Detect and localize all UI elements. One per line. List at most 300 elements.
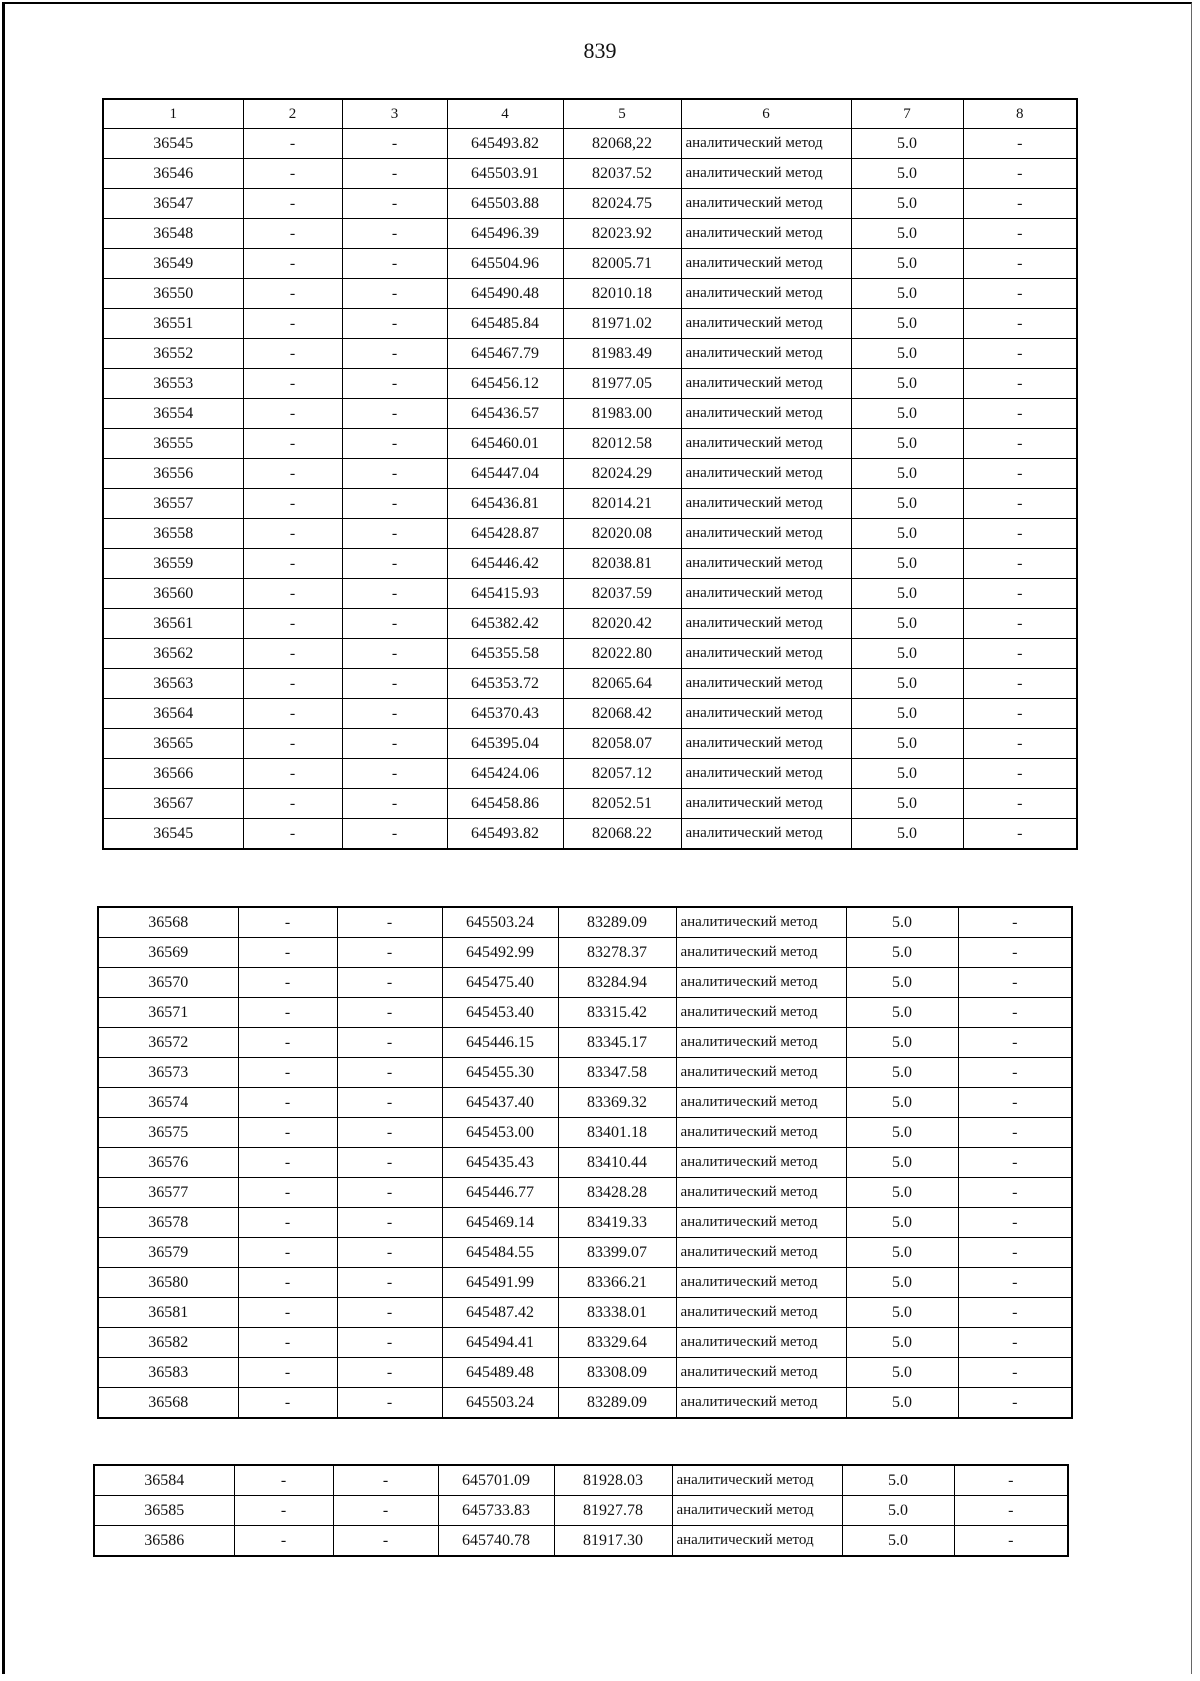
table-cell: 83289.09 bbox=[558, 1388, 676, 1419]
table-cell: - bbox=[337, 998, 442, 1028]
table-cell: 5.0 bbox=[851, 819, 963, 850]
table-cell: 36584 bbox=[94, 1465, 234, 1496]
table-cell: 645701.09 bbox=[438, 1465, 554, 1496]
table-cell: аналитический метод bbox=[676, 1268, 846, 1298]
table-cell: 5.0 bbox=[851, 339, 963, 369]
table-cell: - bbox=[243, 609, 342, 639]
table-cell: - bbox=[337, 1088, 442, 1118]
table-cell: 36548 bbox=[103, 219, 243, 249]
table-row bbox=[98, 968, 1072, 998]
table-cell: 5.0 bbox=[846, 1148, 958, 1178]
table-cell: - bbox=[243, 459, 342, 489]
table-cell: 36547 bbox=[103, 189, 243, 219]
table-cell: 645469.14 bbox=[442, 1208, 558, 1238]
table-cell: - bbox=[243, 789, 342, 819]
table-cell: 82024.29 bbox=[563, 459, 681, 489]
table-cell: - bbox=[342, 219, 447, 249]
table-cell: - bbox=[963, 819, 1077, 850]
table-cell: аналитический метод bbox=[681, 639, 851, 669]
table-cell: - bbox=[243, 369, 342, 399]
table-cell: аналитический метод bbox=[676, 1178, 846, 1208]
coordinates-table-1 bbox=[102, 98, 1078, 850]
table-row bbox=[98, 1208, 1072, 1238]
table-cell: 645485.84 bbox=[447, 309, 563, 339]
table-cell: 36545 bbox=[103, 819, 243, 850]
table-cell: 82024.75 bbox=[563, 189, 681, 219]
table-cell: аналитический метод bbox=[681, 759, 851, 789]
table-cell: 36567 bbox=[103, 789, 243, 819]
table-row bbox=[98, 1178, 1072, 1208]
table-cell: - bbox=[963, 249, 1077, 279]
table-cell: 645494.41 bbox=[442, 1328, 558, 1358]
table-cell: 645458.86 bbox=[447, 789, 563, 819]
table-cell: 5.0 bbox=[851, 309, 963, 339]
table-row bbox=[98, 907, 1072, 938]
table-cell: 645493.82 bbox=[447, 129, 563, 159]
table-cell: 645453.40 bbox=[442, 998, 558, 1028]
table-cell: 645436.81 bbox=[447, 489, 563, 519]
table-cell: 36550 bbox=[103, 279, 243, 309]
table-cell: - bbox=[958, 968, 1072, 998]
table-cell: 81983.00 bbox=[563, 399, 681, 429]
table-row bbox=[98, 1028, 1072, 1058]
table-cell: аналитический метод bbox=[672, 1496, 842, 1526]
table-cell: - bbox=[342, 429, 447, 459]
table-cell: - bbox=[337, 907, 442, 938]
table-cell: - bbox=[238, 907, 337, 938]
table-cell: аналитический метод bbox=[681, 699, 851, 729]
table-cell: 645475.40 bbox=[442, 968, 558, 998]
table-cell: аналитический метод bbox=[676, 968, 846, 998]
table-cell: - bbox=[333, 1496, 438, 1526]
table-cell: 36580 bbox=[98, 1268, 238, 1298]
table-cell: 5.0 bbox=[846, 1028, 958, 1058]
table-cell: - bbox=[238, 1328, 337, 1358]
column-header: 6 bbox=[681, 99, 851, 129]
table-cell: аналитический метод bbox=[672, 1526, 842, 1557]
table-cell: 645447.04 bbox=[447, 459, 563, 489]
table-cell: - bbox=[243, 639, 342, 669]
table-cell: 645503.88 bbox=[447, 189, 563, 219]
table-cell: 36566 bbox=[103, 759, 243, 789]
table-row bbox=[103, 819, 1077, 850]
table-row bbox=[94, 1465, 1068, 1496]
table-cell: аналитический метод bbox=[676, 1118, 846, 1148]
table-cell: - bbox=[337, 1268, 442, 1298]
table-row bbox=[98, 1268, 1072, 1298]
table-cell: 36568 bbox=[98, 907, 238, 938]
table-cell: - bbox=[963, 369, 1077, 399]
table-cell: 5.0 bbox=[846, 907, 958, 938]
table-cell: 36562 bbox=[103, 639, 243, 669]
table-cell: 645496.39 bbox=[447, 219, 563, 249]
table-cell: 5.0 bbox=[846, 1328, 958, 1358]
table-cell: 36559 bbox=[103, 549, 243, 579]
table-cell: 645484.55 bbox=[442, 1238, 558, 1268]
table-cell: - bbox=[958, 1148, 1072, 1178]
table-cell: 645490.48 bbox=[447, 279, 563, 309]
table-cell: 83366.21 bbox=[558, 1268, 676, 1298]
table-cell: - bbox=[963, 699, 1077, 729]
table-cell: 645446.77 bbox=[442, 1178, 558, 1208]
table-cell: - bbox=[337, 1358, 442, 1388]
table-cell: 5.0 bbox=[846, 938, 958, 968]
table-cell: 645446.42 bbox=[447, 549, 563, 579]
table-cell: аналитический метод bbox=[676, 1298, 846, 1328]
table-cell: - bbox=[342, 759, 447, 789]
table-cell: 36557 bbox=[103, 489, 243, 519]
table-cell: - bbox=[238, 1388, 337, 1419]
table-cell: 82057.12 bbox=[563, 759, 681, 789]
table-cell: 36571 bbox=[98, 998, 238, 1028]
table-cell: - bbox=[234, 1526, 333, 1557]
table-cell: аналитический метод bbox=[681, 519, 851, 549]
table-cell: - bbox=[963, 339, 1077, 369]
table-cell: - bbox=[954, 1526, 1068, 1557]
table-row bbox=[98, 1388, 1072, 1419]
table-cell: - bbox=[337, 1208, 442, 1238]
table-cell: 5.0 bbox=[851, 579, 963, 609]
table-row bbox=[103, 519, 1077, 549]
table-cell: 83345.17 bbox=[558, 1028, 676, 1058]
table-cell: - bbox=[963, 429, 1077, 459]
table-cell: - bbox=[963, 309, 1077, 339]
table-cell: - bbox=[963, 519, 1077, 549]
table-cell: - bbox=[337, 1238, 442, 1268]
table-cell: 82010.18 bbox=[563, 279, 681, 309]
table-row bbox=[103, 129, 1077, 159]
table-row bbox=[103, 579, 1077, 609]
table-cell: 36545 bbox=[103, 129, 243, 159]
table-cell: - bbox=[243, 819, 342, 850]
table-cell: - bbox=[342, 639, 447, 669]
table-cell: 5.0 bbox=[846, 1238, 958, 1268]
table-cell: 36572 bbox=[98, 1028, 238, 1058]
table-cell: - bbox=[958, 1088, 1072, 1118]
table-cell: 36582 bbox=[98, 1328, 238, 1358]
table-cell: - bbox=[238, 1208, 337, 1238]
table-cell: - bbox=[243, 189, 342, 219]
table-cell: 645503.91 bbox=[447, 159, 563, 189]
table-cell: 5.0 bbox=[851, 519, 963, 549]
table-row bbox=[103, 489, 1077, 519]
table-cell: - bbox=[337, 1298, 442, 1328]
table-row bbox=[98, 938, 1072, 968]
table-cell: - bbox=[337, 1028, 442, 1058]
table-cell: 36573 bbox=[98, 1058, 238, 1088]
table-cell: - bbox=[243, 489, 342, 519]
table-row bbox=[98, 1058, 1072, 1088]
table-cell: аналитический метод bbox=[676, 1358, 846, 1388]
table-cell: 36586 bbox=[94, 1526, 234, 1557]
table-cell: - bbox=[342, 309, 447, 339]
table-cell: - bbox=[342, 129, 447, 159]
table-cell: - bbox=[342, 399, 447, 429]
table-cell: - bbox=[238, 1358, 337, 1388]
table-cell: - bbox=[342, 819, 447, 850]
table-cell: 5.0 bbox=[851, 279, 963, 309]
table-cell: - bbox=[243, 429, 342, 459]
table-cell: - bbox=[342, 369, 447, 399]
table-cell: - bbox=[243, 519, 342, 549]
table-cell: - bbox=[234, 1465, 333, 1496]
table-cell: 82022.80 bbox=[563, 639, 681, 669]
table-cell: - bbox=[958, 1208, 1072, 1238]
table-cell: 645487.42 bbox=[442, 1298, 558, 1328]
table-cell: - bbox=[342, 249, 447, 279]
table-cell: 83428.28 bbox=[558, 1178, 676, 1208]
table-cell: 83369.32 bbox=[558, 1088, 676, 1118]
table-cell: - bbox=[243, 159, 342, 189]
table-cell: - bbox=[958, 1028, 1072, 1058]
table-cell: - bbox=[342, 579, 447, 609]
table-cell: 5.0 bbox=[851, 219, 963, 249]
table-cell: - bbox=[963, 669, 1077, 699]
table-cell: - bbox=[243, 279, 342, 309]
table-cell: - bbox=[963, 789, 1077, 819]
column-header: 4 bbox=[447, 99, 563, 129]
table-cell: 36552 bbox=[103, 339, 243, 369]
table-cell: - bbox=[954, 1465, 1068, 1496]
table-cell: аналитический метод bbox=[681, 459, 851, 489]
table-row bbox=[103, 729, 1077, 759]
table-cell: 5.0 bbox=[846, 1058, 958, 1088]
table-cell: 82068.42 bbox=[563, 699, 681, 729]
table-cell: - bbox=[238, 1088, 337, 1118]
table-row bbox=[103, 219, 1077, 249]
table-cell: 83284.94 bbox=[558, 968, 676, 998]
table-cell: 36563 bbox=[103, 669, 243, 699]
table-cell: - bbox=[238, 1118, 337, 1148]
table-cell: 82037.52 bbox=[563, 159, 681, 189]
table-cell: аналитический метод bbox=[676, 1028, 846, 1058]
table-cell: - bbox=[243, 549, 342, 579]
table-row bbox=[98, 1358, 1072, 1388]
table-cell: - bbox=[963, 129, 1077, 159]
table-cell: 5.0 bbox=[851, 789, 963, 819]
table-cell: 82038.81 bbox=[563, 549, 681, 579]
table-cell: аналитический метод bbox=[681, 369, 851, 399]
table-cell: 5.0 bbox=[851, 669, 963, 699]
table-cell: - bbox=[238, 1238, 337, 1268]
table-cell: 36579 bbox=[98, 1238, 238, 1268]
table-cell: 5.0 bbox=[851, 609, 963, 639]
table-cell: 81971.02 bbox=[563, 309, 681, 339]
table-cell: - bbox=[243, 249, 342, 279]
table-cell: 5.0 bbox=[851, 369, 963, 399]
table-cell: - bbox=[243, 399, 342, 429]
table-cell: аналитический метод bbox=[681, 249, 851, 279]
table-cell: 645460.01 bbox=[447, 429, 563, 459]
table-cell: 82020.08 bbox=[563, 519, 681, 549]
table-cell: - bbox=[337, 938, 442, 968]
table-cell: - bbox=[337, 1388, 442, 1419]
table-cell: 82068.22 bbox=[563, 819, 681, 850]
table-cell: 5.0 bbox=[846, 1388, 958, 1419]
table-cell: - bbox=[342, 189, 447, 219]
table-cell: 5.0 bbox=[842, 1496, 954, 1526]
table-row bbox=[103, 279, 1077, 309]
table-cell: - bbox=[342, 279, 447, 309]
table-cell: - bbox=[243, 309, 342, 339]
table-cell: - bbox=[963, 609, 1077, 639]
table-row bbox=[103, 159, 1077, 189]
table-cell: 36574 bbox=[98, 1088, 238, 1118]
table-cell: 83315.42 bbox=[558, 998, 676, 1028]
table-cell: аналитический метод bbox=[681, 549, 851, 579]
table-cell: - bbox=[337, 1058, 442, 1088]
table-cell: - bbox=[958, 1238, 1072, 1268]
table-cell: 645415.93 bbox=[447, 579, 563, 609]
table-cell: 83308.09 bbox=[558, 1358, 676, 1388]
table-cell: аналитический метод bbox=[681, 309, 851, 339]
table-cell: аналитический метод bbox=[676, 1388, 846, 1419]
table-cell: - bbox=[337, 968, 442, 998]
column-header: 1 bbox=[103, 99, 243, 129]
table-cell: аналитический метод bbox=[681, 669, 851, 699]
table-row bbox=[103, 789, 1077, 819]
table-row bbox=[103, 549, 1077, 579]
table-cell: - bbox=[238, 1148, 337, 1178]
table-cell: 645740.78 bbox=[438, 1526, 554, 1557]
table-row bbox=[103, 609, 1077, 639]
table-cell: - bbox=[342, 549, 447, 579]
table-cell: - bbox=[963, 159, 1077, 189]
table-cell: 36568 bbox=[98, 1388, 238, 1419]
table-cell: - bbox=[958, 1358, 1072, 1388]
table-cell: - bbox=[342, 789, 447, 819]
table-cell: - bbox=[238, 1178, 337, 1208]
table-cell: аналитический метод bbox=[681, 729, 851, 759]
table-cell: 36569 bbox=[98, 938, 238, 968]
table-cell: 36585 bbox=[94, 1496, 234, 1526]
table-cell: - bbox=[958, 1268, 1072, 1298]
table-cell: 5.0 bbox=[851, 549, 963, 579]
table-cell: 83329.64 bbox=[558, 1328, 676, 1358]
table-cell: - bbox=[963, 759, 1077, 789]
table-row bbox=[103, 699, 1077, 729]
table-cell: 5.0 bbox=[851, 189, 963, 219]
table-cell: 645435.43 bbox=[442, 1148, 558, 1178]
table-cell: 645491.99 bbox=[442, 1268, 558, 1298]
table-cell: - bbox=[342, 339, 447, 369]
table-row bbox=[94, 1496, 1068, 1526]
table-cell: - bbox=[234, 1496, 333, 1526]
table-cell: 5.0 bbox=[842, 1465, 954, 1496]
table-cell: - bbox=[337, 1178, 442, 1208]
table-row bbox=[103, 459, 1077, 489]
table-cell: 81983.49 bbox=[563, 339, 681, 369]
table-cell: аналитический метод bbox=[676, 998, 846, 1028]
table-cell: аналитический метод bbox=[681, 219, 851, 249]
table-cell: - bbox=[958, 1058, 1072, 1088]
table-cell: 81928.03 bbox=[554, 1465, 672, 1496]
table-row bbox=[103, 189, 1077, 219]
table-cell: 5.0 bbox=[846, 968, 958, 998]
table-cell: 36551 bbox=[103, 309, 243, 339]
table-cell: 645370.43 bbox=[447, 699, 563, 729]
table-cell: - bbox=[238, 1058, 337, 1088]
table-row bbox=[103, 309, 1077, 339]
table-cell: аналитический метод bbox=[676, 1058, 846, 1088]
page-number: 839 bbox=[583, 38, 617, 63]
table-cell: 36583 bbox=[98, 1358, 238, 1388]
table-cell: 5.0 bbox=[846, 1178, 958, 1208]
table-cell: 36561 bbox=[103, 609, 243, 639]
table-cell: - bbox=[342, 519, 447, 549]
table-cell: 645467.79 bbox=[447, 339, 563, 369]
table-cell: 36576 bbox=[98, 1148, 238, 1178]
table-row bbox=[98, 998, 1072, 1028]
table-cell: 645437.40 bbox=[442, 1088, 558, 1118]
table-cell: аналитический метод bbox=[676, 1088, 846, 1118]
table-cell: - bbox=[963, 729, 1077, 759]
table-row bbox=[103, 639, 1077, 669]
table-cell: 36549 bbox=[103, 249, 243, 279]
table-cell: 645456.12 bbox=[447, 369, 563, 399]
table-cell: 36546 bbox=[103, 159, 243, 189]
table-cell: 36570 bbox=[98, 968, 238, 998]
table-cell: - bbox=[337, 1118, 442, 1148]
table-row bbox=[103, 399, 1077, 429]
column-header: 8 bbox=[963, 99, 1077, 129]
table-cell: - bbox=[243, 669, 342, 699]
table-cell: - bbox=[243, 339, 342, 369]
table-cell: 36553 bbox=[103, 369, 243, 399]
table-cell: 645504.96 bbox=[447, 249, 563, 279]
column-header: 2 bbox=[243, 99, 342, 129]
table-cell: - bbox=[243, 129, 342, 159]
table-cell: 5.0 bbox=[851, 729, 963, 759]
table-header-row bbox=[103, 99, 1077, 129]
table-cell: 82037.59 bbox=[563, 579, 681, 609]
table-cell: 36575 bbox=[98, 1118, 238, 1148]
table-cell: аналитический метод bbox=[681, 609, 851, 639]
table-cell: 5.0 bbox=[851, 129, 963, 159]
table-cell: - bbox=[963, 639, 1077, 669]
table-row bbox=[94, 1526, 1068, 1557]
table-cell: - bbox=[342, 609, 447, 639]
table-row bbox=[98, 1328, 1072, 1358]
table-cell: - bbox=[958, 938, 1072, 968]
table-cell: 645455.30 bbox=[442, 1058, 558, 1088]
table-cell: 36564 bbox=[103, 699, 243, 729]
table-cell: 5.0 bbox=[846, 1208, 958, 1238]
table-cell: - bbox=[963, 549, 1077, 579]
table-cell: - bbox=[958, 998, 1072, 1028]
table-cell: 36565 bbox=[103, 729, 243, 759]
table-row bbox=[103, 759, 1077, 789]
table-cell: 5.0 bbox=[851, 639, 963, 669]
table-row bbox=[98, 1238, 1072, 1268]
column-header: 3 bbox=[342, 99, 447, 129]
table-cell: 5.0 bbox=[851, 489, 963, 519]
table-cell: 645492.99 bbox=[442, 938, 558, 968]
table-cell: - bbox=[958, 1178, 1072, 1208]
table-cell: - bbox=[333, 1526, 438, 1557]
table-cell: 82005.71 bbox=[563, 249, 681, 279]
table-cell: - bbox=[963, 399, 1077, 429]
table-cell: - bbox=[238, 1028, 337, 1058]
table-cell: - bbox=[963, 489, 1077, 519]
table-cell: аналитический метод bbox=[681, 399, 851, 429]
table-cell: аналитический метод bbox=[681, 819, 851, 850]
table-cell: 36577 bbox=[98, 1178, 238, 1208]
table-cell: 82012.58 bbox=[563, 429, 681, 459]
table-cell: 36558 bbox=[103, 519, 243, 549]
table-cell: - bbox=[238, 1298, 337, 1328]
table-cell: - bbox=[333, 1465, 438, 1496]
